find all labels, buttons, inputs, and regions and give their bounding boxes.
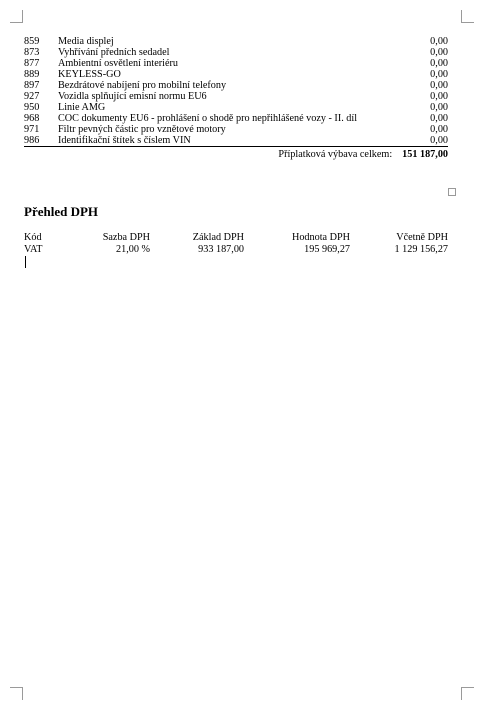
table-end-marker bbox=[448, 188, 456, 196]
item-price: 0,00 bbox=[430, 124, 448, 135]
item-code: 971 bbox=[24, 124, 40, 135]
list-item bbox=[24, 58, 448, 69]
column-header-vat-amount: Hodnota DPH bbox=[291, 232, 350, 243]
item-name: Vozidla splňující emisní normu EU6 bbox=[58, 91, 207, 102]
total-row bbox=[24, 149, 448, 160]
item-price: 0,00 bbox=[430, 58, 448, 69]
vat-table bbox=[24, 232, 448, 255]
table-row bbox=[24, 244, 448, 256]
item-name: KEYLESS-GO bbox=[58, 69, 121, 80]
total-divider bbox=[24, 146, 448, 147]
vat-overview-heading: Přehled DPH bbox=[24, 204, 99, 219]
item-code: 968 bbox=[24, 113, 40, 124]
vat-amount-cell: 195 969,27 bbox=[304, 243, 350, 255]
item-code: 897 bbox=[24, 80, 40, 91]
item-name: Filtr pevných částic pro vznětové motory bbox=[58, 124, 226, 135]
list-item bbox=[24, 135, 448, 146]
page-corner-mark-bottom-right bbox=[461, 687, 474, 700]
total-label: Příplatková výbava celkem: bbox=[278, 149, 393, 160]
list-item bbox=[24, 47, 448, 58]
item-code: 877 bbox=[24, 58, 40, 69]
item-name: Bezdrátové nabíjení pro mobilní telefony bbox=[58, 80, 227, 91]
item-price: 0,00 bbox=[430, 36, 448, 47]
item-name: Vyhřívání předních sedadel bbox=[58, 47, 170, 58]
equipment-list bbox=[24, 36, 448, 160]
vat-base-cell: 933 187,00 bbox=[198, 243, 244, 255]
item-code: 859 bbox=[24, 36, 40, 47]
column-header-total: Včetně DPH bbox=[396, 232, 448, 243]
item-name: Linie AMG bbox=[58, 102, 106, 113]
column-header-rate: Sazba DPH bbox=[102, 232, 150, 243]
item-code: 873 bbox=[24, 47, 40, 58]
page-corner-mark-top-right bbox=[461, 10, 474, 23]
item-code: 889 bbox=[24, 69, 40, 80]
item-price: 0,00 bbox=[430, 69, 448, 80]
item-price: 0,00 bbox=[430, 80, 448, 91]
item-price: 0,00 bbox=[430, 113, 448, 124]
list-item bbox=[24, 80, 448, 91]
vat-code-cell: VAT bbox=[24, 243, 43, 255]
list-item bbox=[24, 113, 448, 124]
item-code: 950 bbox=[24, 102, 40, 113]
column-header-code: Kód bbox=[24, 232, 42, 243]
item-code: 927 bbox=[24, 91, 40, 102]
list-item bbox=[24, 69, 448, 80]
page-corner-mark-bottom-left bbox=[10, 687, 23, 700]
vat-total-cell: 1 129 156,27 bbox=[394, 243, 448, 255]
list-item bbox=[24, 124, 448, 135]
item-price: 0,00 bbox=[430, 91, 448, 102]
item-price: 0,00 bbox=[430, 135, 448, 146]
vat-table-header bbox=[24, 232, 448, 244]
list-item bbox=[24, 36, 448, 47]
item-name: Ambientní osvětlení interiéru bbox=[58, 58, 178, 69]
item-name: Media displej bbox=[58, 36, 114, 47]
list-item bbox=[24, 91, 448, 102]
list-item bbox=[24, 102, 448, 113]
item-code: 986 bbox=[24, 135, 40, 146]
total-value: 151 187,00 bbox=[402, 149, 448, 160]
column-header-base: Základ DPH bbox=[192, 232, 244, 243]
item-price: 0,00 bbox=[430, 47, 448, 58]
item-name: COC dokumenty EU6 - prohlášení o shodě pro nepřihlášené vozy - II. díl bbox=[58, 113, 358, 124]
text-cursor[interactable] bbox=[25, 256, 26, 268]
vat-rate-cell: 21,00 % bbox=[116, 243, 150, 255]
item-price: 0,00 bbox=[430, 102, 448, 113]
item-name: Identifikační štítek s číslem VIN bbox=[58, 135, 191, 146]
page-corner-mark-top-left bbox=[10, 10, 23, 23]
